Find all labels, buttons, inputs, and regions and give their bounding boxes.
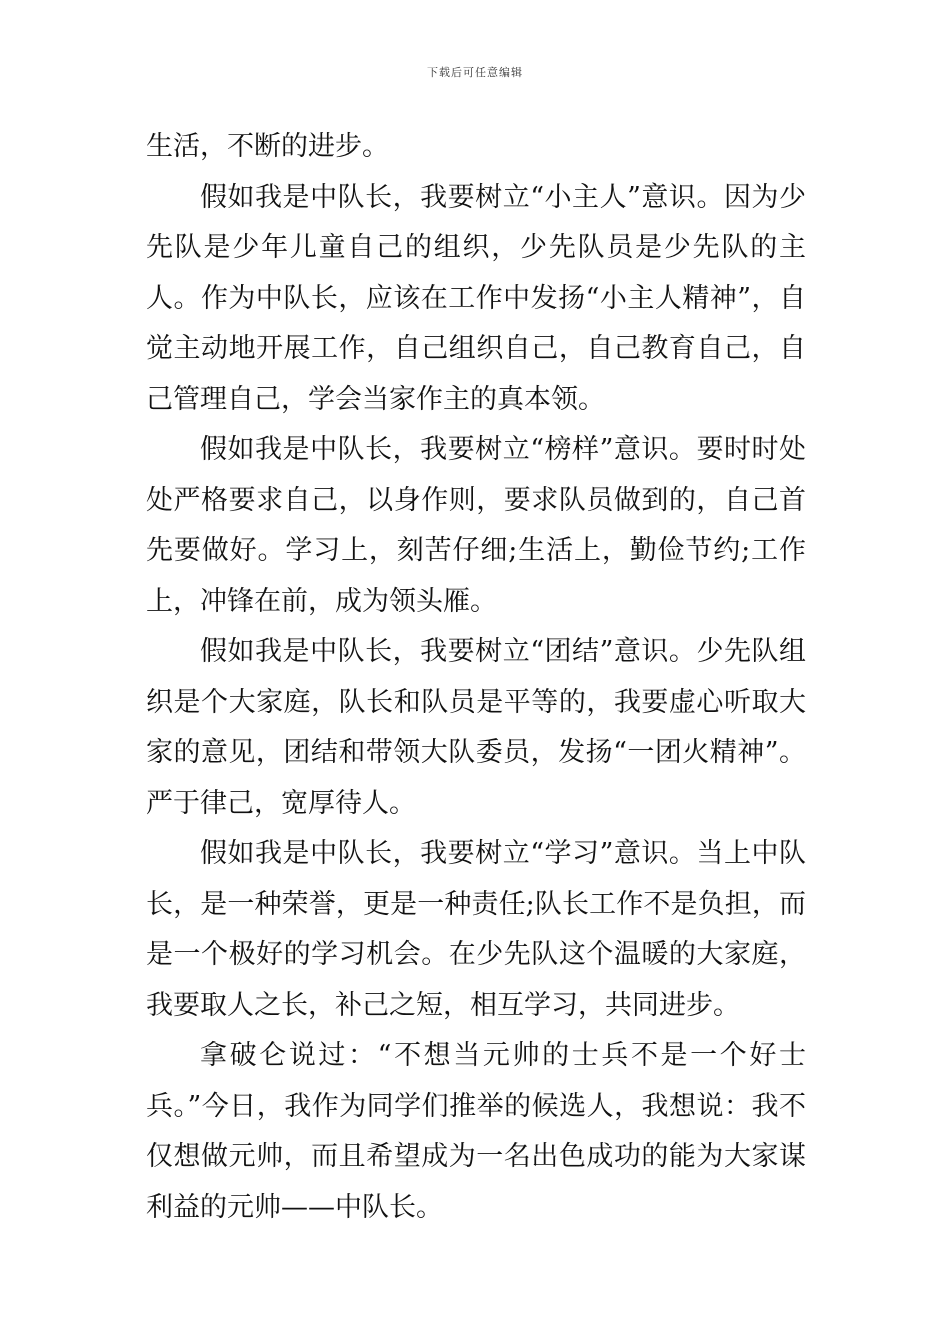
paragraph-continuation: 生活，不断的进步。 [146,131,389,162]
paragraph-little-master: 假如我是中队长，我要树立“小主人”意识。因为少先队是少年儿童自己的组织，少先队员是少先队的主人。作为中队长，应该在工作中发扬“小主人精神”，自觉主动地开展工作，自己组织自己，自己教育自己，自己管理自己，学会当家作主的真本领。 [146,181,806,415]
document-body [146,122,806,1233]
paragraph-unity: 假如我是中队长，我要树立“团结”意识。少先队组织是个大家庭，队长和队员是平等的，我要虚心听取大家的意见，团结和带领大队委员，发扬“一团火精神”。严于律己，宽厚待人。 [146,636,806,819]
page-header: 下载后可任意编辑 [427,66,523,79]
paragraph-conclusion: 拿破仑说过：“不想当元帅的士兵不是一个好士兵。”今日，我作为同学们推举的候选人，我想说：我不仅想做元帅，而且希望成为一名出色成功的能为大家谋利益的元帅——中队长。 [146,1040,806,1223]
paragraph-role-model: 假如我是中队长，我要树立“榜样”意识。要时时处处严格要求自己，以身作则，要求队员做到的，自己首先要做好。学习上，刻苦仔细;生活上，勤俭节约;工作上，冲锋在前，成为领头雁。 [146,434,806,617]
paragraph-learning: 假如我是中队长，我要树立“学习”意识。当上中队长，是一种荣誉，更是一种责任;队长工作不是负担，而是一个极好的学习机会。在少先队这个温暖的大家庭，我要取人之长，补己之短，相互学习，共同进步。 [146,838,806,1021]
